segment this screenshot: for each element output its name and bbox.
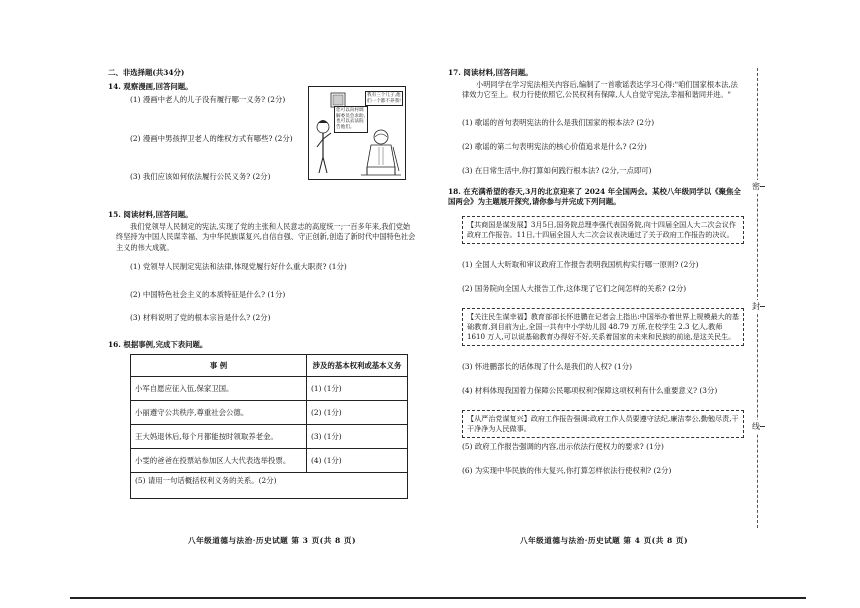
q17-title: 17. 阅读材料,回答问题。 — [448, 68, 533, 77]
binding-tick — [760, 306, 765, 307]
table-row — [131, 425, 408, 449]
q18-item-6: (6) 为实现中华民族的伟大复兴,你打算怎样依法行使权利? (2分) — [462, 466, 672, 475]
binding-tick — [760, 426, 765, 427]
section-title: 二、非选择题(共34分) — [108, 68, 185, 77]
q14-item-3: (3) 我们应该如何依法履行公民义务? (2分) — [130, 172, 271, 181]
binding-char-3: 线 — [752, 420, 760, 434]
q18-item-2: (2) 国务院向全国人大报告工作,这体现了它们之间怎样的关系? (2分) — [462, 284, 687, 293]
q18-item-3: (3) 怀进鹏部长的话体现了什么是我们的人权? (1分) — [462, 362, 633, 371]
bubble-old-man: 我有三个儿子,他们一个都不养我! — [365, 91, 403, 106]
table-row — [131, 401, 408, 425]
table-cell: (4) (1分) — [307, 449, 408, 473]
q15-material: 我们党领导人民制定的宪法,实现了党的主张和人民意志的高度统一;一百多年来,我们党始终坚持为中国人民谋幸福、为中华民族谋复兴,自信自强、守正创新,创造了新时代中国特色社会主义的伟大成就。 — [116, 222, 416, 252]
table-header-row — [131, 355, 408, 377]
q17-material: 小明同学在学习宪法相关内容后,编制了一首歌谣表达学习心得:"咱们国家根本法,法律效力它至上。权力行使依照它,公民权利有保障,人人自觉守宪法,幸福和谐同并进。" — [462, 80, 738, 100]
table-cell-summary: (5) 请用一句话概括权利义务的关系。(2分) — [131, 473, 408, 499]
q18-item-4: (4) 材料体现我国着力保障公民哪项权利?保障这项权利有什么重要意义? (3分) — [462, 386, 718, 395]
table-cell: 小雯的爸爸在投票站参加区人大代表选举投票。 — [131, 449, 307, 473]
q15-item-1: (1) 党领导人民制定宪法和法律,体现党履行好什么重大职责? (1分) — [130, 262, 347, 271]
q17-item-1: (1) 歌谣的首句表明宪法的什么是我们国家的根本法? (2分) — [462, 118, 655, 127]
table-cell: (2) (1分) — [307, 401, 408, 425]
q14-item-2: (2) 漫画中男孩捍卫老人的维权方式有哪些? (2分) — [130, 134, 293, 143]
binding-char-1: 密 — [752, 180, 760, 194]
q14-item-1: (1) 漫画中老人的儿子没有履行哪一义务? (2分) — [130, 95, 286, 104]
table-cell: (3) (1分) — [307, 425, 408, 449]
q18-material-box-1: 【共商国是谋发展】3月5日,国务院总理李强代表国务院,向十四届全国人大二次会议作政府工作报告。11日,十四届全国人大二次会议表决通过了关于政府工作报告的决议。 — [462, 216, 744, 244]
binding-char-2: 封 — [752, 300, 760, 314]
q14-title: 14. 观察漫画,回答问题。 — [108, 82, 193, 91]
q15-title: 15. 阅读材料,回答问题。 — [108, 210, 193, 219]
page-footer-right: 八年级道德与法治·历史试题 第 4 页(共 8 页) — [520, 536, 689, 545]
table-row — [131, 449, 408, 473]
table-row — [131, 377, 408, 401]
q18-material-box-2: 【关注民生谋幸福】教育部部长怀进鹏在记者会上指出:中国举办着世界上规模最大的基础教育,到目前为止,全国一共有中小学幼儿园 48.79 万所,在校学生 2.3 亿人,教师 1610 万人,可以说基础教育办得好不好,关系着国家的未来和民族的前途,是这关民生。 — [462, 308, 744, 346]
bottom-rule — [70, 597, 806, 599]
page-footer-left: 八年级道德与法治·历史试题 第 3 页(共 8 页) — [188, 536, 357, 545]
q14-cartoon — [308, 86, 406, 180]
table-header-cell: 事 例 — [131, 355, 307, 377]
table-cell: 小军自愿应征入伍,保家卫国。 — [131, 377, 307, 401]
table-header-cell: 涉及的基本权利或基本义务 — [307, 355, 408, 377]
bubble-boy: 您可以向村调解委员会求助,也可以去法院告他们。 — [334, 106, 368, 133]
table-cell: (1) (1分) — [307, 377, 408, 401]
q16-table — [130, 354, 408, 499]
binding-line — [757, 68, 758, 528]
q18-item-5: (5) 政府工作报告强调的内容,出示依法行使权力的要求? (1分) — [462, 442, 664, 451]
table-cell: 小丽遵守公共秩序,尊重社会公德。 — [131, 401, 307, 425]
q18-title: 18. 在充满希望的春天,3月的北京迎来了 2024 年全国两会。某校八年级同学以《聚焦全国两会》为主题展开探究,请你参与并完成下列问题。 — [448, 187, 741, 207]
binding-tick — [760, 186, 765, 187]
q17-item-3: (3) 在日常生活中,你打算如何践行根本法? (2分,一点即可) — [462, 166, 652, 175]
q18-item-1: (1) 全国人大听取和审议政府工作报告表明我国机构实行哪一原则? (2分) — [462, 260, 699, 269]
table-row — [131, 473, 408, 499]
q18-material-box-3: 【从严治党谋复兴】政府工作报告强调:政府工作人员要遵守法纪,廉洁奉公,勤勉尽责,干干净净为人民做事。 — [462, 410, 744, 438]
q15-item-2: (2) 中国特色社会主义的本质特征是什么? (1分) — [130, 290, 286, 299]
q17-item-2: (2) 歌谣的第二句表明宪法的核心价值追求是什么? (2分) — [462, 142, 647, 151]
q15-item-3: (3) 材料说明了党的根本宗旨是什么? (2分) — [130, 313, 271, 322]
table-cell: 王大妈退休后,每个月都能按时领取养老金。 — [131, 425, 307, 449]
q16-title: 16. 根据事例,完成下表问题。 — [108, 340, 208, 349]
